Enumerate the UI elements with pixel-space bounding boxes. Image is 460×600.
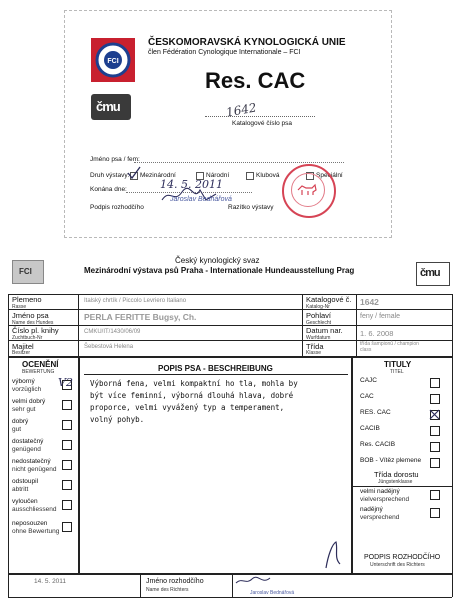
title-label: BOB - Vítěz plemene: [360, 457, 422, 464]
trida-sub: Klasse: [306, 350, 322, 356]
popis-title: POPIS PSA - BESCHREIBUNG: [158, 364, 273, 373]
rating-sub: vorzüglich: [12, 386, 42, 393]
rating-checkbox[interactable]: [62, 440, 72, 450]
rating-sub: ohne Bewertung: [12, 528, 60, 535]
pohlavi-label: Pohlaví: [306, 311, 332, 320]
certificate-title: Res. CAC: [205, 68, 306, 93]
cislo-label: Číslo pl. knihy: [12, 326, 59, 335]
vrule: [452, 294, 453, 597]
trida-value: třída šampionů / champion class: [360, 341, 419, 353]
judge-signature-icon: [234, 575, 274, 587]
svg-text:FCI: FCI: [107, 58, 119, 65]
judging-form: [8, 254, 452, 597]
pohlavi-sub: Geschlecht: [306, 320, 332, 326]
dorost-item: velmi nadějný: [360, 488, 400, 495]
catalog-line: [205, 116, 315, 117]
rating-sub: nicht genügend: [12, 466, 57, 473]
org-name: ČESKOMORAVSKÁ KYNOLOGICKÁ UNIE: [148, 37, 346, 48]
tituly-label: TITULY: [384, 360, 412, 369]
popis-line: být více feminní, výborná dlouhá hlava, dobré: [90, 391, 294, 400]
vrule: [8, 294, 9, 597]
cislo-value: CMKU/IT/1430/06/09: [84, 329, 141, 335]
judge-name-sub: Name des Richters: [146, 587, 189, 593]
cross-mark-icon: [429, 409, 440, 420]
dorost-checkbox[interactable]: [430, 490, 440, 500]
popis-rule: [84, 374, 348, 375]
datum-value: 1. 6. 2008: [360, 329, 394, 338]
show-type-special: Speciální: [316, 172, 343, 179]
jmeno-sub: Name des Hundes: [12, 320, 54, 326]
judge-name-small: Jaroslav Bednářová: [250, 590, 295, 596]
rule: [8, 325, 452, 326]
show-title: Mezinárodní výstava psů Praha - Internationale Hundeausstellung Prag: [84, 266, 355, 275]
cmku-logo: čmu: [91, 94, 131, 120]
rating-checkbox[interactable]: [62, 480, 72, 490]
datum-sub: Wurfdatum: [306, 335, 331, 341]
title-label: CAC: [360, 393, 374, 400]
title-label: CAJC: [360, 377, 377, 384]
rating-label: vyloučen: [12, 498, 38, 505]
rating-checkbox[interactable]: [62, 400, 72, 410]
popis-line: Výborná fena, velmi kompaktní ho tla, mohla by: [90, 379, 298, 388]
vrule: [356, 294, 357, 356]
katalog-value: 1642: [360, 297, 379, 307]
title-checkbox-bob[interactable]: [430, 458, 440, 468]
title-label: RES. CAC: [360, 409, 391, 416]
plemeno-sub: Rasse: [12, 304, 27, 310]
title-label: Res. CACIB: [360, 441, 396, 448]
show-type-box-club[interactable]: [246, 172, 254, 180]
rule: [8, 597, 452, 598]
judge-name-small: Jaroslav Bednářová: [170, 196, 232, 203]
rating-sub: genügend: [12, 446, 41, 453]
rule: [8, 356, 452, 358]
fci-logo: [91, 38, 135, 82]
jmeno-label: Jméno psa: [12, 311, 49, 320]
rating-label: výborný: [12, 378, 35, 385]
rating-checkbox[interactable]: [62, 420, 72, 430]
rule: [8, 294, 452, 295]
podpis-sub: Unterschrift des Richters: [370, 562, 425, 568]
vrule: [232, 573, 233, 597]
katalog-sub: Katalog-Nr: [306, 304, 330, 310]
dorost-item-sub: versprechend: [360, 514, 400, 521]
dorost-item-sub: vielversprechend: [360, 496, 410, 503]
rating-label: odstoupil: [12, 478, 39, 485]
judge-name-label: Jméno rozhodčího: [146, 578, 204, 585]
rating-checkbox[interactable]: [62, 522, 72, 532]
dorost-sub: Jüngstenklasse: [378, 479, 413, 485]
show-type-label: Druh výstavy:: [90, 172, 130, 179]
dorost-rule: [351, 486, 452, 487]
cislo-sub: Zuchtbuch-Nr: [12, 335, 43, 341]
plemeno-value: Italský chrtík / Piccolo Levriero Italiano: [84, 298, 187, 304]
org-subtitle: člen Fédération Cynologique Internationale – FCI: [148, 49, 301, 56]
dog-name-line: [134, 162, 344, 163]
majitel-value: Šebestová Helena: [84, 344, 134, 350]
catalog-number-handwritten: 1642: [225, 100, 258, 120]
rating-label: dobrý: [12, 418, 29, 425]
vrule: [351, 356, 353, 573]
dorost-item: nadějný: [360, 506, 383, 513]
rating-sub: ausschliessend: [12, 506, 57, 513]
title-label: CACIB: [360, 425, 380, 432]
rating-sub: gut: [12, 426, 22, 433]
title-checkbox-res-cacib[interactable]: [430, 442, 440, 452]
check-mark-icon: [126, 166, 142, 180]
vrule: [302, 294, 303, 356]
jmeno-value: PERLA FERITTE Bugsy, Ch.: [84, 312, 197, 322]
cmku-logo-small: čmu: [416, 262, 450, 286]
held-on-label: Konána dne:: [90, 186, 127, 193]
rating-mark: V2: [58, 376, 73, 389]
title-checkbox-cac[interactable]: [430, 394, 440, 404]
popis-line: proporce, velmi vyvážený typ a temperament,: [90, 403, 285, 412]
pohlavi-value: feny / female: [360, 313, 401, 320]
oceneni-label: OCENĚNÍ: [22, 360, 59, 369]
rating-sub: sehr gut: [12, 406, 36, 413]
vrule: [78, 356, 80, 573]
show-type-international: Mezinárodní: [140, 172, 176, 179]
rule: [8, 309, 452, 310]
svaz-title: Český kynologický svaz: [175, 256, 260, 265]
podpis-label: PODPIS ROZHODČÍHO: [364, 554, 441, 561]
rating-checkbox[interactable]: [62, 460, 72, 470]
rule: [8, 573, 452, 575]
rating-label: dostatečný: [12, 438, 44, 445]
majitel-sub: Besitzer: [12, 350, 31, 356]
signature-icon: [322, 540, 344, 570]
judge-signature-label: Podpis rozhodčího: [90, 204, 144, 211]
katalog-label: Katalogové č.: [306, 295, 352, 304]
rating-label: neposouzen: [12, 520, 48, 527]
majitel-label: Majitel: [12, 342, 34, 351]
rating-label: velmi dobrý: [12, 398, 46, 405]
catalog-label: Katalogové číslo psa: [232, 120, 292, 127]
rating-checkbox[interactable]: [62, 500, 72, 510]
tituly-sub: TITEL: [390, 369, 404, 375]
dorost-checkbox[interactable]: [430, 508, 440, 518]
fci-logo-small: FCI: [12, 260, 44, 284]
vrule: [140, 573, 141, 597]
show-type-club: Klubová: [256, 172, 280, 179]
datum-label: Datum nar.: [306, 326, 343, 335]
stamp-label: Razítko výstavy: [228, 204, 274, 211]
vrule: [78, 294, 79, 356]
oceneni-sub: BEWERTUNG: [22, 369, 55, 375]
rating-sub: abtritt: [12, 486, 29, 493]
popis-line: volný pohyb.: [90, 415, 145, 424]
title-checkbox-cajc[interactable]: [430, 378, 440, 388]
dog-name-label: Jméno psa / fem:: [90, 156, 140, 163]
title-checkbox-cacib[interactable]: [430, 426, 440, 436]
rating-label: nedostatečný: [12, 458, 51, 465]
dog-stamp-icon: [296, 182, 318, 196]
trida-label: Třída: [306, 342, 324, 351]
held-on-handwritten: 14. 5. 2011: [160, 178, 223, 191]
footer-date: 14. 5. 2011: [34, 578, 67, 585]
plemeno-label: Plemeno: [12, 295, 42, 304]
show-type-national: Národní: [206, 172, 230, 179]
dorost-label: Třída dorostu: [374, 470, 419, 479]
